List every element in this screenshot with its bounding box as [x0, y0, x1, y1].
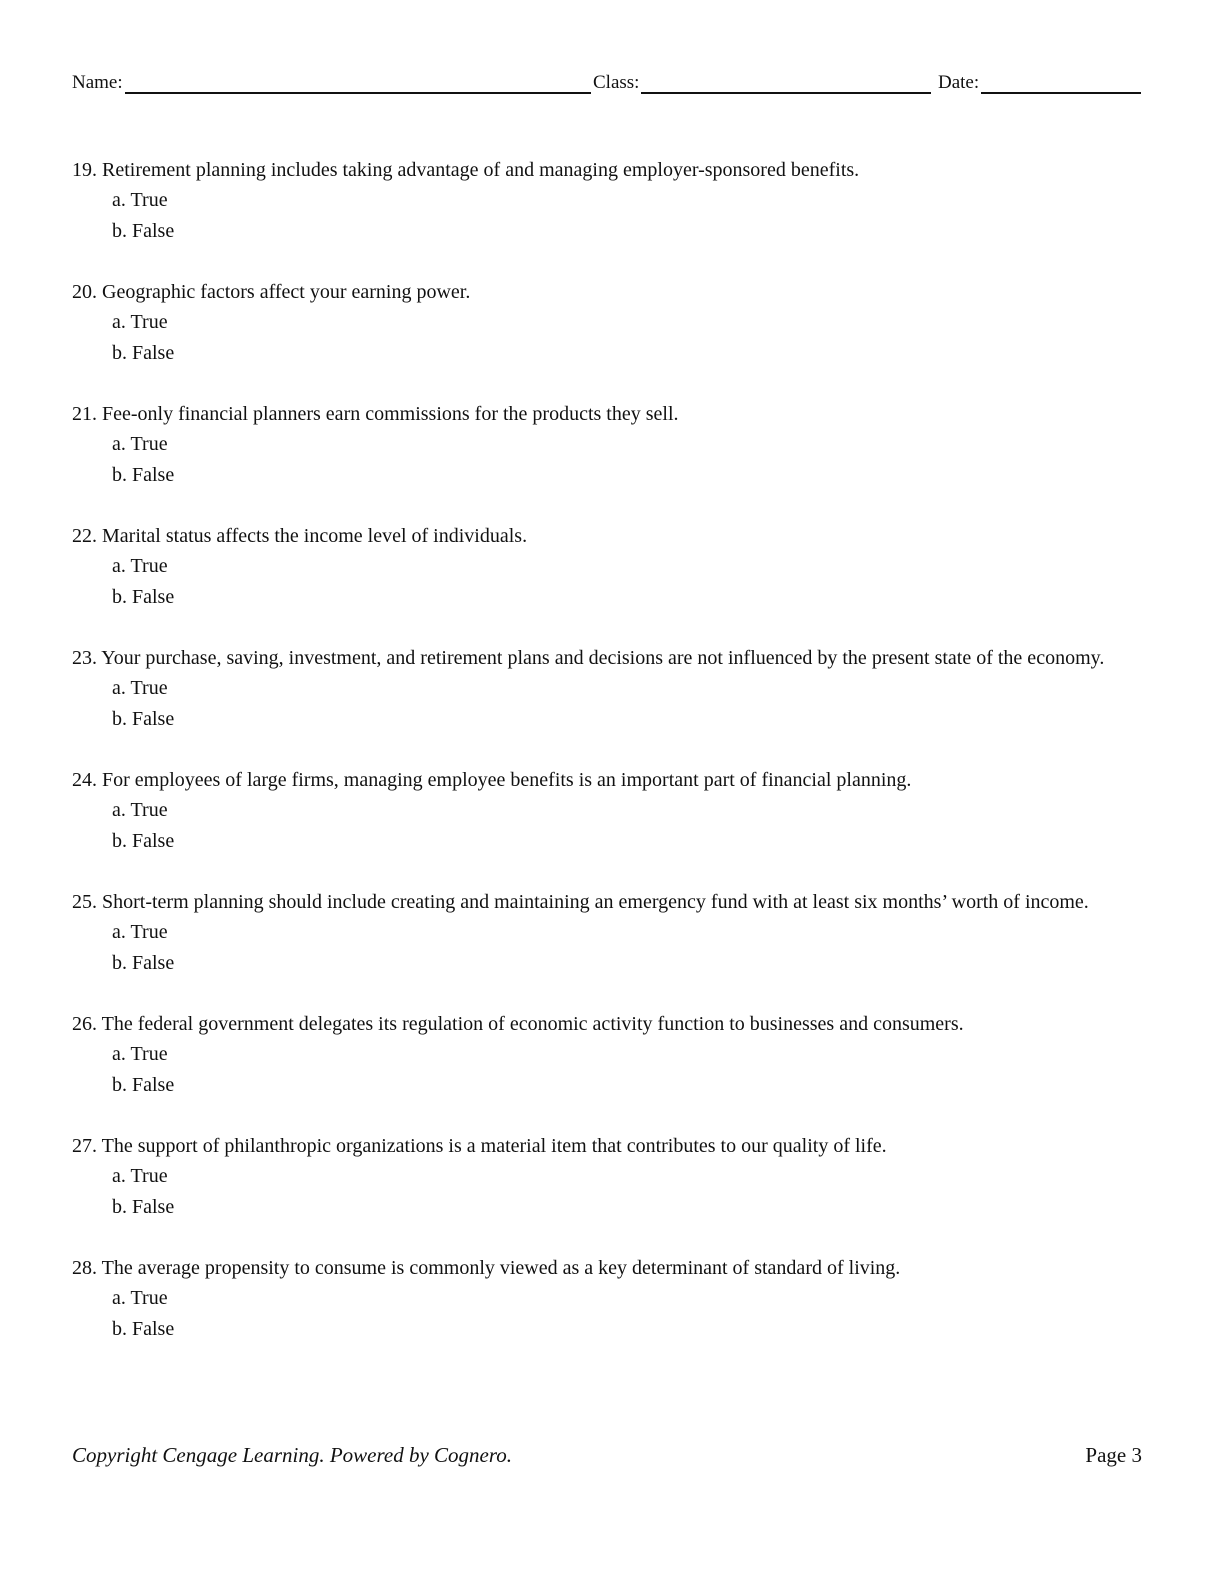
name-label: Name:	[72, 72, 123, 93]
page-header	[72, 70, 1142, 96]
question-number: 27.	[72, 1135, 97, 1157]
choice-false: b. False	[112, 1196, 175, 1218]
question-text: Retirement planning includes taking advantage of and managing employer-sponsored benefits.	[102, 159, 860, 181]
question-text: Your purchase, saving, investment, and retirement plans and decisions are not influenced by the present state of the economy.	[101, 647, 1105, 669]
name-blank-line	[125, 70, 591, 94]
question-number: 26.	[72, 1013, 97, 1035]
choice-false: b. False	[112, 586, 175, 608]
choice-true: a. True	[112, 677, 168, 699]
choice-true: a. True	[112, 921, 168, 943]
question-text: For employees of large firms, managing employee benefits is an important part of financial planning.	[102, 769, 912, 791]
choice-true: a. True	[112, 555, 168, 577]
choice-true: a. True	[112, 189, 168, 211]
question-stem	[72, 279, 1142, 305]
question-text: Geographic factors affect your earning power.	[102, 281, 471, 303]
question-list	[72, 157, 1142, 1343]
question-number: 25.	[72, 891, 97, 913]
question-number: 22.	[72, 525, 97, 547]
question-21	[72, 401, 1142, 489]
choice-true: a. True	[112, 311, 168, 333]
question-stem	[72, 1255, 1142, 1281]
name-field	[72, 70, 591, 94]
class-blank-line	[641, 70, 931, 94]
question-number: 19.	[72, 159, 97, 181]
date-field	[938, 70, 1141, 94]
choice-false: b. False	[112, 952, 175, 974]
date-label: Date:	[938, 72, 980, 93]
question-stem	[72, 1133, 1142, 1159]
question-stem	[72, 889, 1142, 915]
question-20	[72, 279, 1142, 367]
question-number: 23.	[72, 647, 97, 669]
choice-true: a. True	[112, 1287, 168, 1309]
choice-true: a. True	[112, 1043, 168, 1065]
question-19	[72, 157, 1142, 245]
question-28	[72, 1255, 1142, 1343]
question-number: 24.	[72, 769, 97, 791]
question-stem	[72, 157, 1142, 183]
choice-false: b. False	[112, 342, 175, 364]
question-25	[72, 889, 1142, 977]
choice-false: b. False	[112, 830, 175, 852]
choice-false: b. False	[112, 708, 175, 730]
choice-false: b. False	[112, 1074, 175, 1096]
copyright-text: Copyright Cengage Learning. Powered by Cognero.	[72, 1443, 512, 1467]
question-26	[72, 1011, 1142, 1099]
class-label: Class:	[593, 72, 640, 93]
choice-true: a. True	[112, 1165, 168, 1187]
question-stem	[72, 523, 1142, 549]
question-text: Short-term planning should include creating and maintaining an emergency fund with at least six months’ worth of income.	[102, 891, 1089, 913]
question-stem	[72, 645, 1142, 671]
question-text: Marital status affects the income level of individuals.	[102, 525, 528, 547]
choice-true: a. True	[112, 799, 168, 821]
question-text: Fee-only financial planners earn commissions for the products they sell.	[102, 403, 679, 425]
question-23	[72, 645, 1142, 733]
question-27	[72, 1133, 1142, 1221]
choice-true: a. True	[112, 433, 168, 455]
class-field	[593, 70, 931, 94]
question-text: The average propensity to consume is commonly viewed as a key determinant of standard of living.	[101, 1257, 901, 1279]
question-text: The federal government delegates its regulation of economic activity function to businesses and consumers.	[101, 1013, 964, 1035]
question-number: 21.	[72, 403, 97, 425]
question-stem	[72, 767, 1142, 793]
question-number: 20.	[72, 281, 97, 303]
question-stem	[72, 1011, 1142, 1037]
question-text: The support of philanthropic organizations is a material item that contributes to our quality of life.	[101, 1135, 887, 1157]
question-number: 28.	[72, 1257, 97, 1279]
choice-false: b. False	[112, 464, 175, 486]
date-blank-line	[981, 70, 1141, 94]
question-22	[72, 523, 1142, 611]
question-stem	[72, 401, 1142, 427]
page-number: Page 3	[1085, 1443, 1142, 1467]
choice-false: b. False	[112, 1318, 175, 1340]
choice-false: b. False	[112, 220, 175, 242]
question-24	[72, 767, 1142, 855]
